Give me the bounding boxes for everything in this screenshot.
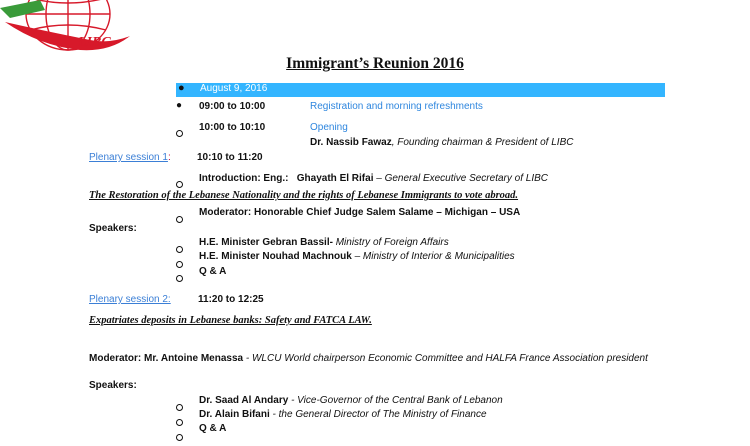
session1-speakers-label: Speakers: — [89, 223, 137, 234]
logo-text: LIBC — [78, 35, 111, 50]
session2-heading: Expatriates deposits in Lebanese banks: Safety and FATCA LAW. — [89, 315, 372, 326]
speaker-role: Ministry of Foreign Affairs — [332, 237, 449, 248]
moderator-label: Moderator: Mr. Antoine Menassa — [89, 353, 244, 364]
session-link[interactable]: Plenary session 1 — [89, 152, 168, 163]
intro-role: – General Executive Secretary of LIBC — [373, 173, 548, 184]
session-colon: : — [167, 152, 171, 163]
moderator-role: - WLCU World chairperson Economic Committee and HALFA France Association president — [243, 353, 648, 364]
speaker-name: H.E. Minister Nouhad Machnouk — [199, 251, 352, 262]
session1-speaker-1 — [199, 237, 449, 248]
session2-moderator — [89, 353, 648, 364]
agenda-desc-1: Registration and morning refreshments — [310, 101, 483, 112]
speaker-name: H.E. Minister Gebran Bassil- — [199, 237, 333, 248]
opening-speaker — [310, 137, 573, 148]
session2-time: 11:20 to 12:25 — [198, 294, 264, 305]
session2-speakers-label: Speakers: — [89, 380, 137, 391]
session1-qa: Q & A — [199, 266, 227, 277]
session2-qa: Q & A — [199, 423, 227, 434]
session1-label — [89, 152, 171, 163]
session1-heading: The Restoration of the Lebanese Nationality and the rights of Lebanese Immigrants to vote abroad. — [89, 190, 519, 201]
intro-name: Ghayath El Rifai — [296, 173, 374, 184]
session1-speaker-2 — [199, 251, 515, 262]
globe-logo-icon — [0, 0, 135, 60]
speaker-name: Dr. Alain Bifani — [199, 409, 270, 420]
bullet-dot-icon: ● — [178, 82, 185, 94]
speaker-name: Dr. Nassib Fawaz — [310, 137, 392, 148]
bullet-circle-icon — [176, 210, 183, 228]
page-title: Immigrant’s Reunion 2016 — [286, 55, 464, 72]
bullet-dot-icon: ● — [176, 100, 183, 111]
speaker-role: – Ministry of Interior & Municipalities — [351, 251, 515, 262]
bullet-circle-icon — [176, 428, 183, 446]
libc-logo — [0, 0, 135, 60]
event-date: August 9, 2016 — [200, 83, 268, 94]
speaker-role: - the General Director of The Ministry of Finance — [269, 409, 487, 420]
session2-speaker-2 — [199, 409, 487, 420]
bullet-circle-icon — [176, 124, 183, 142]
session1-time: 10:10 to 11:20 — [197, 152, 263, 163]
speaker-role: , Founding chairman & President of LIBC — [391, 137, 574, 148]
speaker-name: Dr. Saad Al Andary — [199, 395, 289, 406]
session1-intro — [199, 173, 548, 184]
agenda-time-1: 09:00 to 10:00 — [199, 101, 266, 112]
agenda-time-2: 10:00 to 10:10 — [199, 122, 266, 133]
date-highlight-bar — [176, 83, 665, 97]
intro-label: Introduction: Eng.: — [199, 173, 289, 184]
speaker-role: - Vice-Governor of the Central Bank of Lebanon — [288, 395, 503, 406]
agenda-desc-2: Opening — [310, 122, 348, 133]
bullet-circle-icon — [176, 269, 183, 287]
session2-speaker-1 — [199, 395, 503, 406]
session1-moderator: Moderator: Honorable Chief Judge Salem Salame – Michigan – USA — [199, 207, 521, 218]
session2-link[interactable]: Plenary session 2: — [89, 294, 171, 305]
